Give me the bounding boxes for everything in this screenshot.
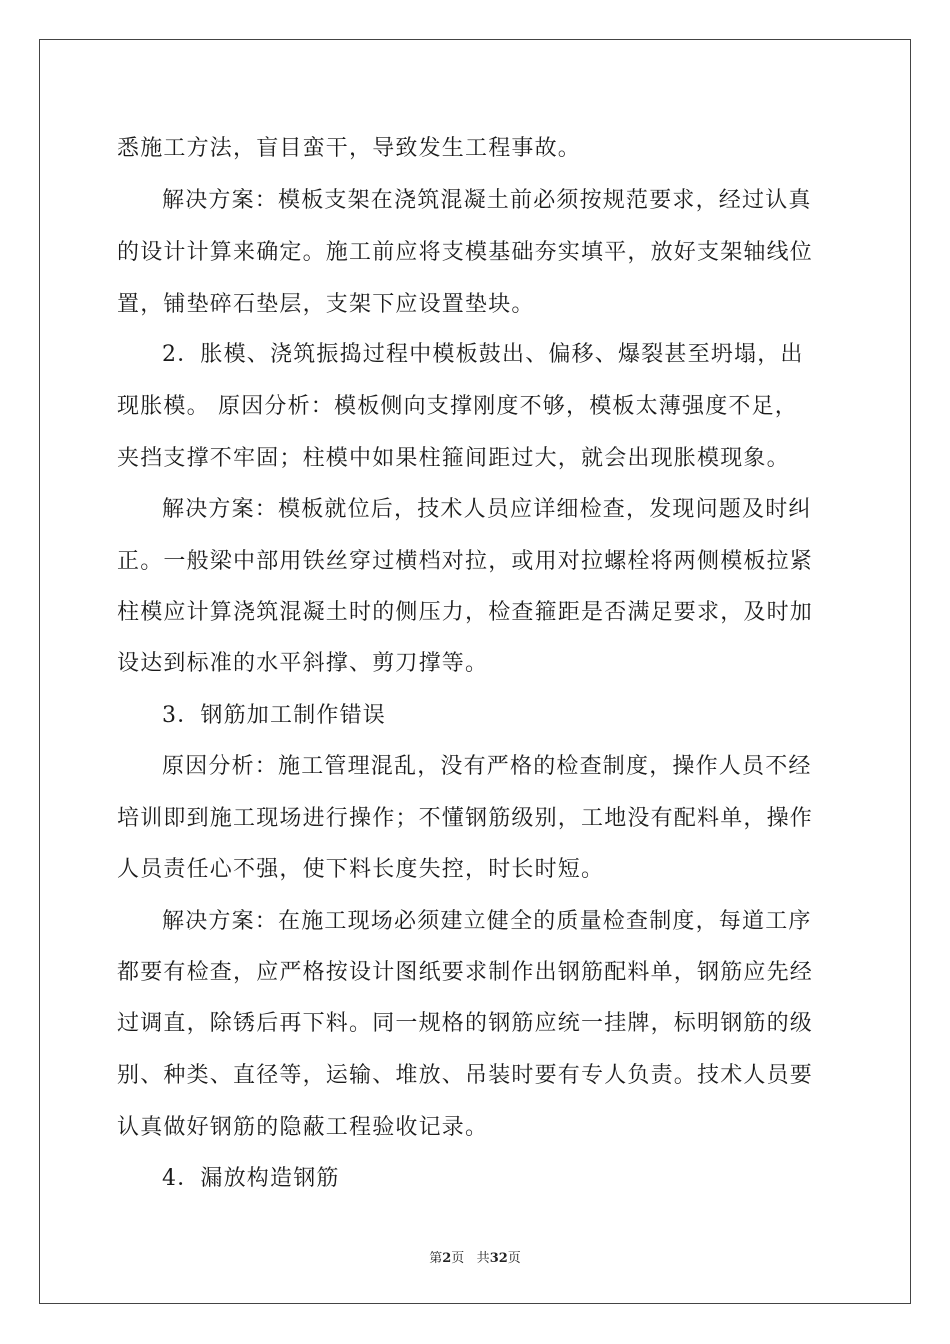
paragraph-line: 的设计计算来确定。施工前应将支模基础夯实填平，放好支架轴线位 (117, 240, 814, 265)
paragraph-line: 现胀模。 原因分析：模板侧向支撑刚度不够，模板太薄强度不足， (117, 394, 798, 419)
total-prefix: 共 (476, 1251, 490, 1266)
paragraph-line: 解决方案：模板就位后，技术人员应详细检查，发现问题及时纠 (162, 497, 812, 522)
paragraph-line: 悉施工方法，盲目蛮干，导致发生工程事故。 (117, 136, 582, 161)
total-pages: 32 (489, 1251, 508, 1266)
page-footer (0, 1247, 950, 1266)
paragraph-line: 都要有检查，应严格按设计图纸要求制作出钢筋配料单，钢筋应先经 (117, 960, 814, 985)
paragraph-line: 柱模应计算浇筑混凝土时的侧压力，检查箍距是否满足要求，及时加 (117, 600, 814, 625)
paragraph-line: 别、种类、直径等，运输、堆放、吊装时要有专人负责。技术人员要 (117, 1063, 814, 1088)
paragraph-line: 2．胀模、浇筑振捣过程中模板鼓出、偏移、爆裂甚至坍塌，出 (162, 342, 804, 367)
paragraph-line: 过调直，除锈后再下料。同一规格的钢筋应统一挂牌，标明钢筋的级 (117, 1011, 814, 1036)
paragraph-line: 3．钢筋加工制作错误 (162, 703, 386, 728)
paragraph-line: 认真做好钢筋的隐蔽工程验收记录。 (117, 1115, 489, 1140)
paragraph-line: 置，铺垫碎石垫层，支架下应设置垫块。 (117, 292, 535, 317)
paragraph-line: 4．漏放构造钢筋 (162, 1166, 340, 1191)
total-suffix: 页 (507, 1251, 521, 1266)
page-suffix: 页 (451, 1251, 465, 1266)
paragraph-line: 设达到标准的水平斜撑、剪刀撑等。 (117, 651, 489, 676)
page-number: 2 (442, 1251, 452, 1266)
paragraph-line: 解决方案：在施工现场必须建立健全的质量检查制度，每道工序 (162, 909, 812, 934)
paragraph-line: 原因分析：施工管理混乱，没有严格的检查制度，操作人员不经 (162, 754, 812, 779)
paragraph-line: 正。一般梁中部用铁丝穿过横档对拉，或用对拉螺栓将两侧模板拉紧 (117, 549, 814, 574)
paragraph-line: 人员责任心不强，使下料长度失控，时长时短。 (117, 857, 605, 882)
paragraph-line: 培训即到施工现场进行操作；不懂钢筋级别，工地没有配料单，操作 (117, 806, 814, 831)
page-prefix: 第 (429, 1251, 443, 1266)
paragraph-line: 解决方案：模板支架在浇筑混凝土前必须按规范要求，经过认真 (162, 188, 812, 213)
paragraph-line: 夹挡支撑不牢固；柱模中如果柱箍间距过大，就会出现胀模现象。 (117, 446, 790, 471)
